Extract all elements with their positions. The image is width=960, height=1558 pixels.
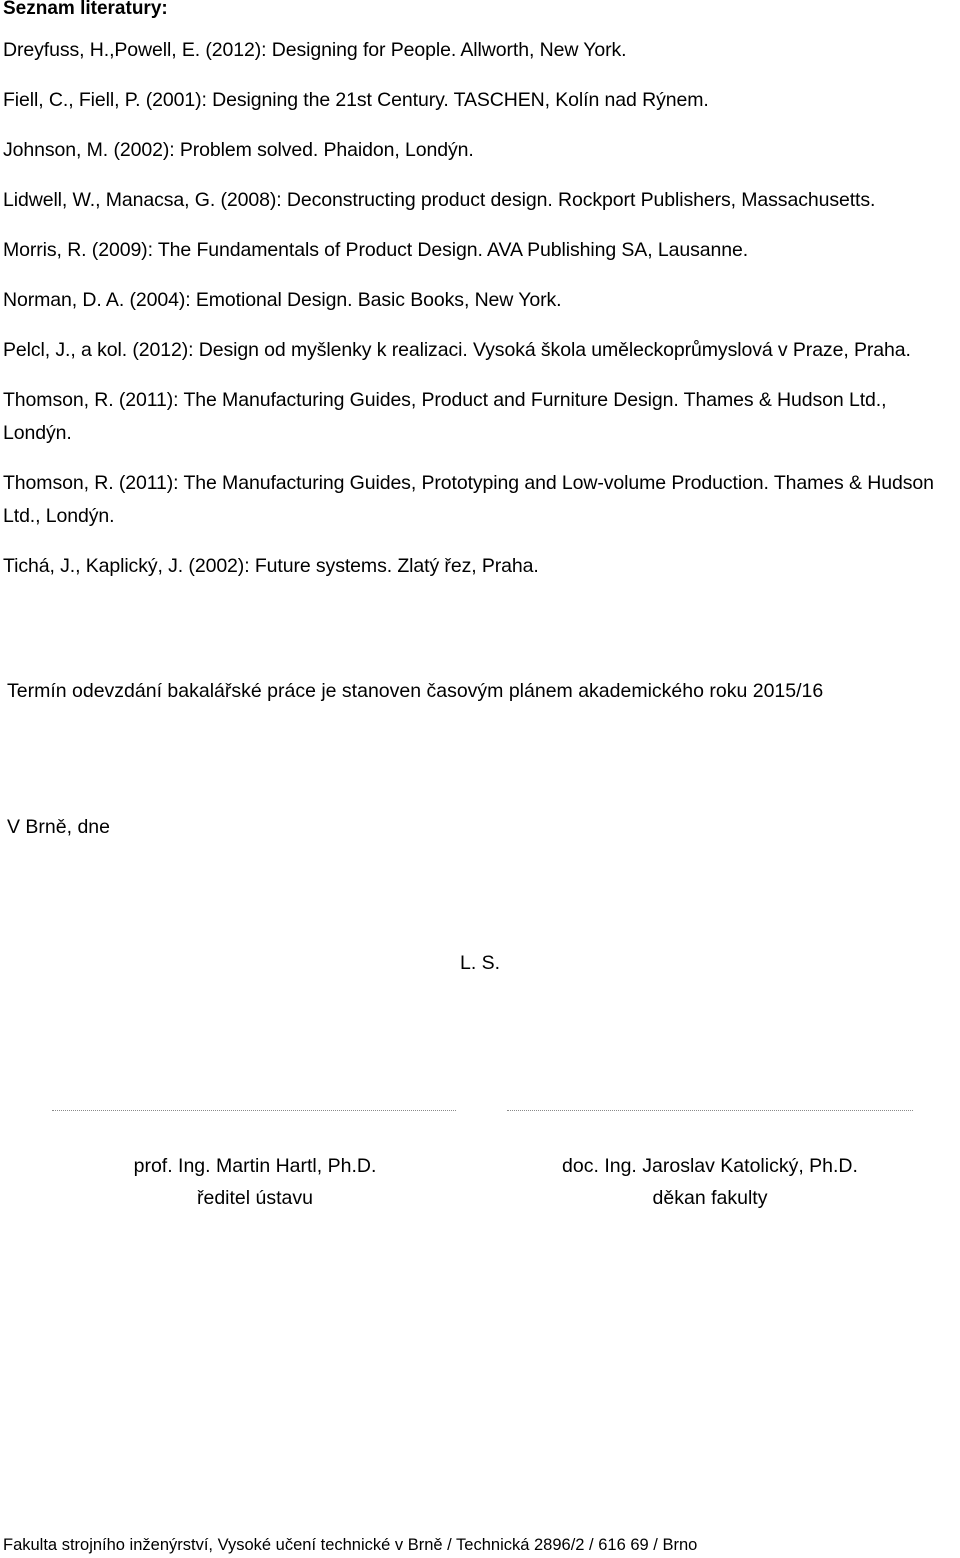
signature-line-left (52, 1110, 456, 1111)
reference-list (3, 34, 955, 600)
page-footer: Fakulta strojního inženýrství, Vysoké učení technické v Brně / Technická 2896/2 / 616 69 / Brno (3, 1536, 698, 1554)
reference-item: Tichá, J., Kaplický, J. (2002): Future systems. Zlatý řez, Praha. (3, 555, 539, 577)
reference-item: Dreyfuss, H.,Powell, E. (2012): Designing for People. Allworth, New York. (3, 39, 627, 61)
bibliography-heading: Seznam literatury: (3, 0, 168, 19)
reference-item: Pelcl, J., a kol. (2012): Design od myšlenky k realizaci. Vysoká škola uměleckoprůmyslová v Praze, Praha. (3, 339, 911, 361)
signature-line-right (507, 1110, 913, 1111)
reference-item: Thomson, R. (2011): The Manufacturing Guides, Product and Furniture Design. Thames & Hudson Ltd., Londýn. (3, 389, 887, 444)
reference-item: Thomson, R. (2011): The Manufacturing Guides, Prototyping and Low-volume Production. Thames & Hudson Ltd., Londýn. (3, 472, 934, 527)
reference-item: Fiell, C., Fiell, P. (2001): Designing the 21st Century. TASCHEN, Kolín nad Rýnem. (3, 89, 709, 111)
reference-item: Morris, R. (2009): The Fundamentals of Product Design. AVA Publishing SA, Lausanne. (3, 239, 749, 261)
reference-item: Norman, D. A. (2004): Emotional Design. Basic Books, New York. (3, 289, 562, 311)
seal-placeholder: L. S. (460, 952, 501, 974)
signatory-name: prof. Ing. Martin Hartl, Ph.D. (133, 1155, 377, 1177)
signatory-role: děkan fakulty (652, 1187, 768, 1209)
submission-deadline-text: Termín odevzdání bakalářské práce je stanoven časovým plánem akademického roku 2015/16 (7, 680, 824, 702)
signatory-name: doc. Ing. Jaroslav Katolický, Ph.D. (562, 1155, 858, 1177)
reference-item: Lidwell, W., Manacsa, G. (2008): Deconstructing product design. Rockport Publishers, Massachusetts. (3, 189, 876, 211)
signatory-role: ředitel ústavu (197, 1187, 313, 1209)
reference-item: Johnson, M. (2002): Problem solved. Phaidon, Londýn. (3, 139, 474, 161)
place-date-text: V Brně, dne (7, 816, 110, 838)
signatory-left (45, 1150, 465, 1214)
signatory-right (500, 1150, 920, 1214)
